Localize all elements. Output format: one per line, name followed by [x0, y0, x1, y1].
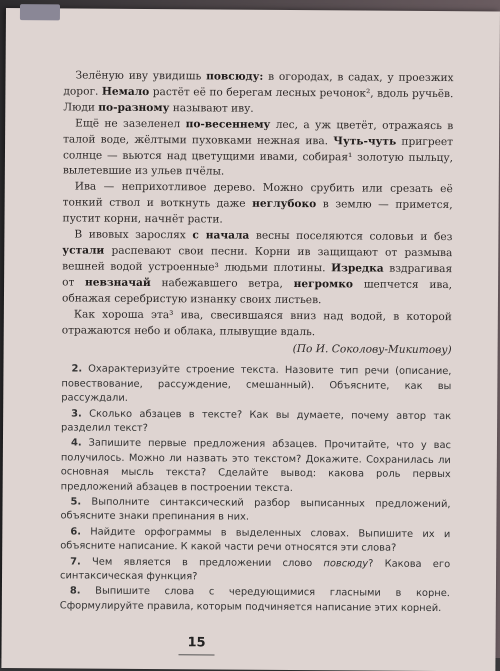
task-number: 6. — [70, 526, 82, 538]
literary-text — [62, 68, 454, 341]
task-text: Охарактеризуйте строение текста. Назовите тип речи (описание, повествование, рассуждение, смешанный). Объясните, как вы рассуждали. — [61, 363, 452, 404]
highlighted-word: устали — [62, 244, 105, 257]
page-tab — [20, 4, 60, 20]
highlighted-word: Изредка — [331, 262, 384, 275]
page-number-rule — [178, 654, 214, 655]
task-text: Чем является в предложении слово — [80, 556, 324, 569]
task-text: Сколько абзацев в тексте? Как вы думаете, почему автор так разделил текст? — [61, 408, 452, 434]
task-text: Выпишите слова с чередующимися гласными в корне. Сформулируйте правила, которым подчиняется написание этих корней. — [59, 585, 450, 614]
text-run: шепчется ива, обнажая серебристую изнанку своих листьев. — [61, 278, 453, 306]
text-run: пригреет солнце — вьются над цветущими ивами, собирая¹ золотую пыльцу, вылетевшие из ульев пчёлы. — [62, 135, 454, 178]
text-paragraph — [62, 227, 453, 309]
text-run: Ещё не зазеленел — [75, 117, 186, 130]
text-run: В ивовых зарослях — [74, 228, 193, 242]
task-italic-word: повсюду — [323, 557, 369, 570]
text-paragraph — [63, 68, 453, 118]
task-item — [61, 407, 451, 439]
text-run: в огородах, в садах, у проезжих дорог. — [63, 70, 454, 98]
highlighted-word: Немало — [101, 85, 150, 98]
highlighted-word: по-весеннему — [185, 117, 271, 131]
task-text: Запишите первые предложения абзацев. Прочитайте, что у вас получилось. Можно ли назвать это текстом? Докажите. Сохранилась ли основная мысль текста? Сделайте вывод: какова роль первых предложений абзацев в построении текста. — [60, 437, 451, 494]
text-paragraph — [62, 180, 452, 230]
text-run: Зелёную иву увидишь — [75, 69, 207, 83]
highlighted-word: повсюду: — [206, 70, 264, 83]
text-author: (По И. Соколову-Микитову) — [292, 343, 452, 357]
text-run: называют иву. — [169, 101, 254, 115]
page-content — [60, 68, 454, 616]
task-number: 5. — [70, 496, 82, 508]
text-run: распевают свои песни. Корни ив защищают от размыва вешней водой устроенные³ людьми плотины. — [62, 244, 453, 275]
textbook-page — [1, 8, 500, 671]
task-text: Выполните синтаксический разбор выписанных предложений, объясните знаки препинания в них. — [60, 496, 451, 524]
task-item — [61, 437, 451, 497]
highlighted-word: невзначай — [85, 276, 151, 289]
text-run: набежавшего ветра, — [150, 276, 294, 290]
text-paragraph — [62, 307, 452, 342]
task-item — [60, 495, 450, 527]
task-text: Найдите орфограммы в выделенных словах. Выпишите их и объясните написание. К какой части речи относятся эти слова? — [60, 526, 451, 554]
text-run: растёт её по берегам лесных речонок², вдоль ручьёв. Люди — [63, 85, 454, 114]
page-number: 15 — [187, 635, 206, 651]
text-run: весны поселяются соловьи и без — [249, 229, 453, 244]
highlighted-word: Чуть-чуть — [333, 134, 397, 148]
task-number: 4. — [70, 437, 82, 449]
task-number: 7. — [70, 556, 81, 568]
task-number: 2. — [71, 363, 83, 375]
task-item — [60, 585, 450, 617]
text-run: Ива — неприхотливое дерево. Можно срубить или срезать её тонкий ствол и воткнуть даже — [62, 180, 453, 210]
task-text: ? Какова его синтаксическая функция? — [59, 558, 451, 583]
task-number: 8. — [69, 585, 81, 597]
text-run: вздрагивая от — [62, 262, 453, 289]
highlighted-word: с начала — [192, 229, 250, 242]
task-item — [61, 363, 451, 409]
highlighted-word: негромко — [293, 277, 354, 291]
task-item — [60, 525, 450, 557]
text-run: в землю — примется, пустит корни, начнёт расти. — [62, 198, 453, 226]
task-list — [60, 363, 452, 617]
task-number: 3. — [71, 407, 82, 420]
text-run: Как хороша эта³ ива, свесившаяся вниз над водой, в которой отражаются небо и облака, плывущие вдаль. — [61, 308, 452, 338]
text-paragraph — [63, 116, 453, 182]
text-run: лес, а уж цветёт, отражаясь в талой воде, жёлтыми пуховками нежная ива. — [63, 118, 454, 147]
task-item — [60, 555, 450, 587]
highlighted-word: по-разному — [98, 101, 170, 114]
highlighted-word: неглубоко — [252, 197, 317, 211]
